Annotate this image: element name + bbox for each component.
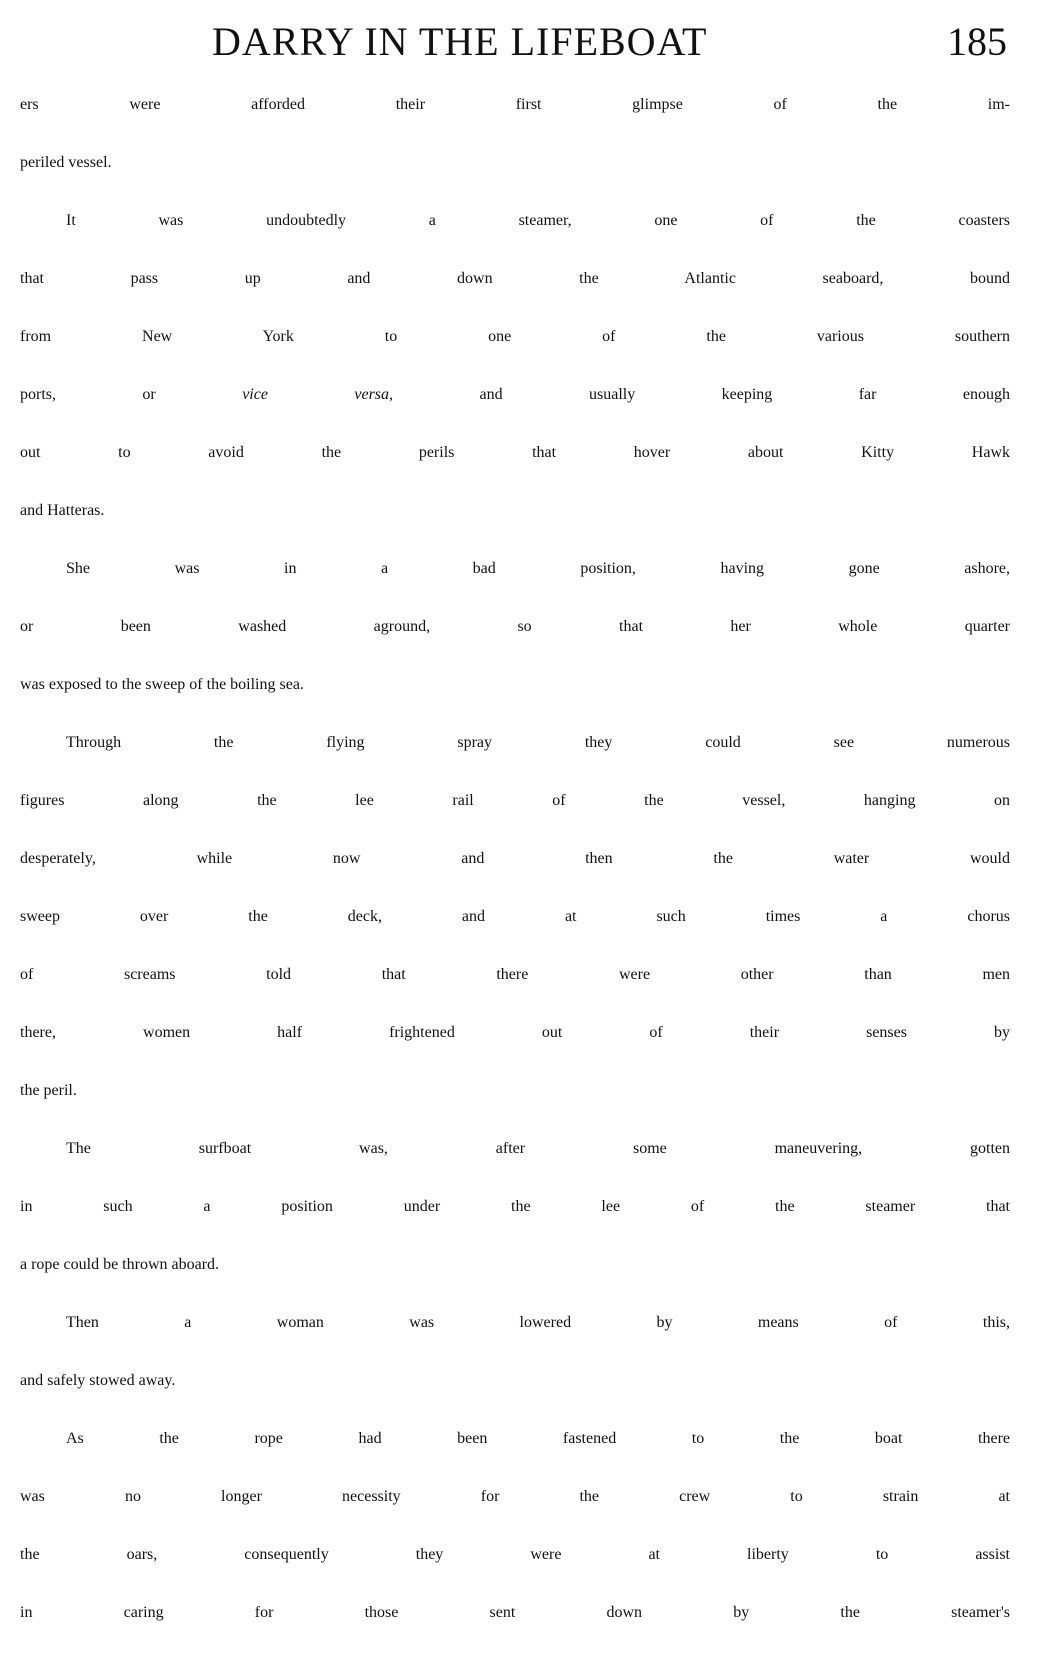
text-line: She was in a bad position, having gone ashore, bbox=[66, 560, 1010, 577]
text-line: the peril. bbox=[20, 1082, 77, 1099]
text-line: Through the flying spray they could see numerous bbox=[66, 734, 1010, 751]
text-line: Then a woman was lowered by means of this, bbox=[66, 1314, 1010, 1331]
paragraph bbox=[20, 1140, 1010, 1314]
text-line: and Hatteras. bbox=[20, 502, 105, 519]
paragraph bbox=[20, 1314, 1010, 1430]
paragraph bbox=[20, 734, 1010, 1140]
text-line: or been washed aground, so that her whole quarter bbox=[20, 618, 1010, 635]
text-line: ers were afforded their first glimpse of the im- bbox=[20, 96, 1010, 113]
text-line: As the rope had been fastened to the boat there bbox=[66, 1430, 1010, 1447]
text-line: sweep over the deck, and at such times a chorus bbox=[20, 908, 1010, 925]
paragraph bbox=[20, 96, 1010, 212]
text-line: in such a position under the lee of the steamer that bbox=[20, 1198, 1010, 1215]
text-line: periled vessel. bbox=[20, 154, 112, 171]
italic-text-run: vice versa, bbox=[242, 386, 394, 403]
paragraph bbox=[20, 212, 1010, 560]
text-line: figures along the lee rail of the vessel, hanging on bbox=[20, 792, 1010, 809]
text-line: in caring for those sent down by the steamer's bbox=[20, 1604, 1010, 1621]
running-title: DARRY IN THE LIFEBOAT bbox=[212, 19, 708, 64]
paragraph bbox=[20, 560, 1010, 734]
text-line: the oars, consequently they were at liberty to assist bbox=[20, 1546, 1010, 1563]
text-line: was no longer necessity for the crew to strain at bbox=[20, 1488, 1010, 1505]
text-run: and usually keeping far enough bbox=[393, 386, 1011, 403]
body-text bbox=[20, 96, 1010, 1662]
page-number: 185 bbox=[947, 19, 1007, 64]
text-line: and safely stowed away. bbox=[20, 1372, 176, 1389]
text-run: ports, or bbox=[20, 386, 243, 403]
running-head bbox=[0, 12, 1037, 72]
text-line: there, women half frightened out of their senses by bbox=[20, 1024, 1010, 1041]
text-line: of screams told that there were other than men bbox=[20, 966, 1010, 983]
text-line: was exposed to the sweep of the boiling sea. bbox=[20, 676, 304, 693]
text-line: desperately, while now and then the water would bbox=[20, 850, 1010, 867]
paragraph bbox=[20, 1430, 1010, 1662]
text-line bbox=[20, 386, 1010, 444]
text-line: a rope could be thrown aboard. bbox=[20, 1256, 220, 1273]
text-line: out to avoid the perils that hover about Kitty Hawk bbox=[20, 444, 1010, 461]
text-line: that pass up and down the Atlantic seaboard, bound bbox=[20, 270, 1010, 287]
text-line: from New York to one of the various southern bbox=[20, 328, 1010, 345]
text-line: The surfboat was, after some maneuvering, gotten bbox=[66, 1140, 1010, 1157]
text-line: It was undoubtedly a steamer, one of the coasters bbox=[66, 212, 1010, 229]
